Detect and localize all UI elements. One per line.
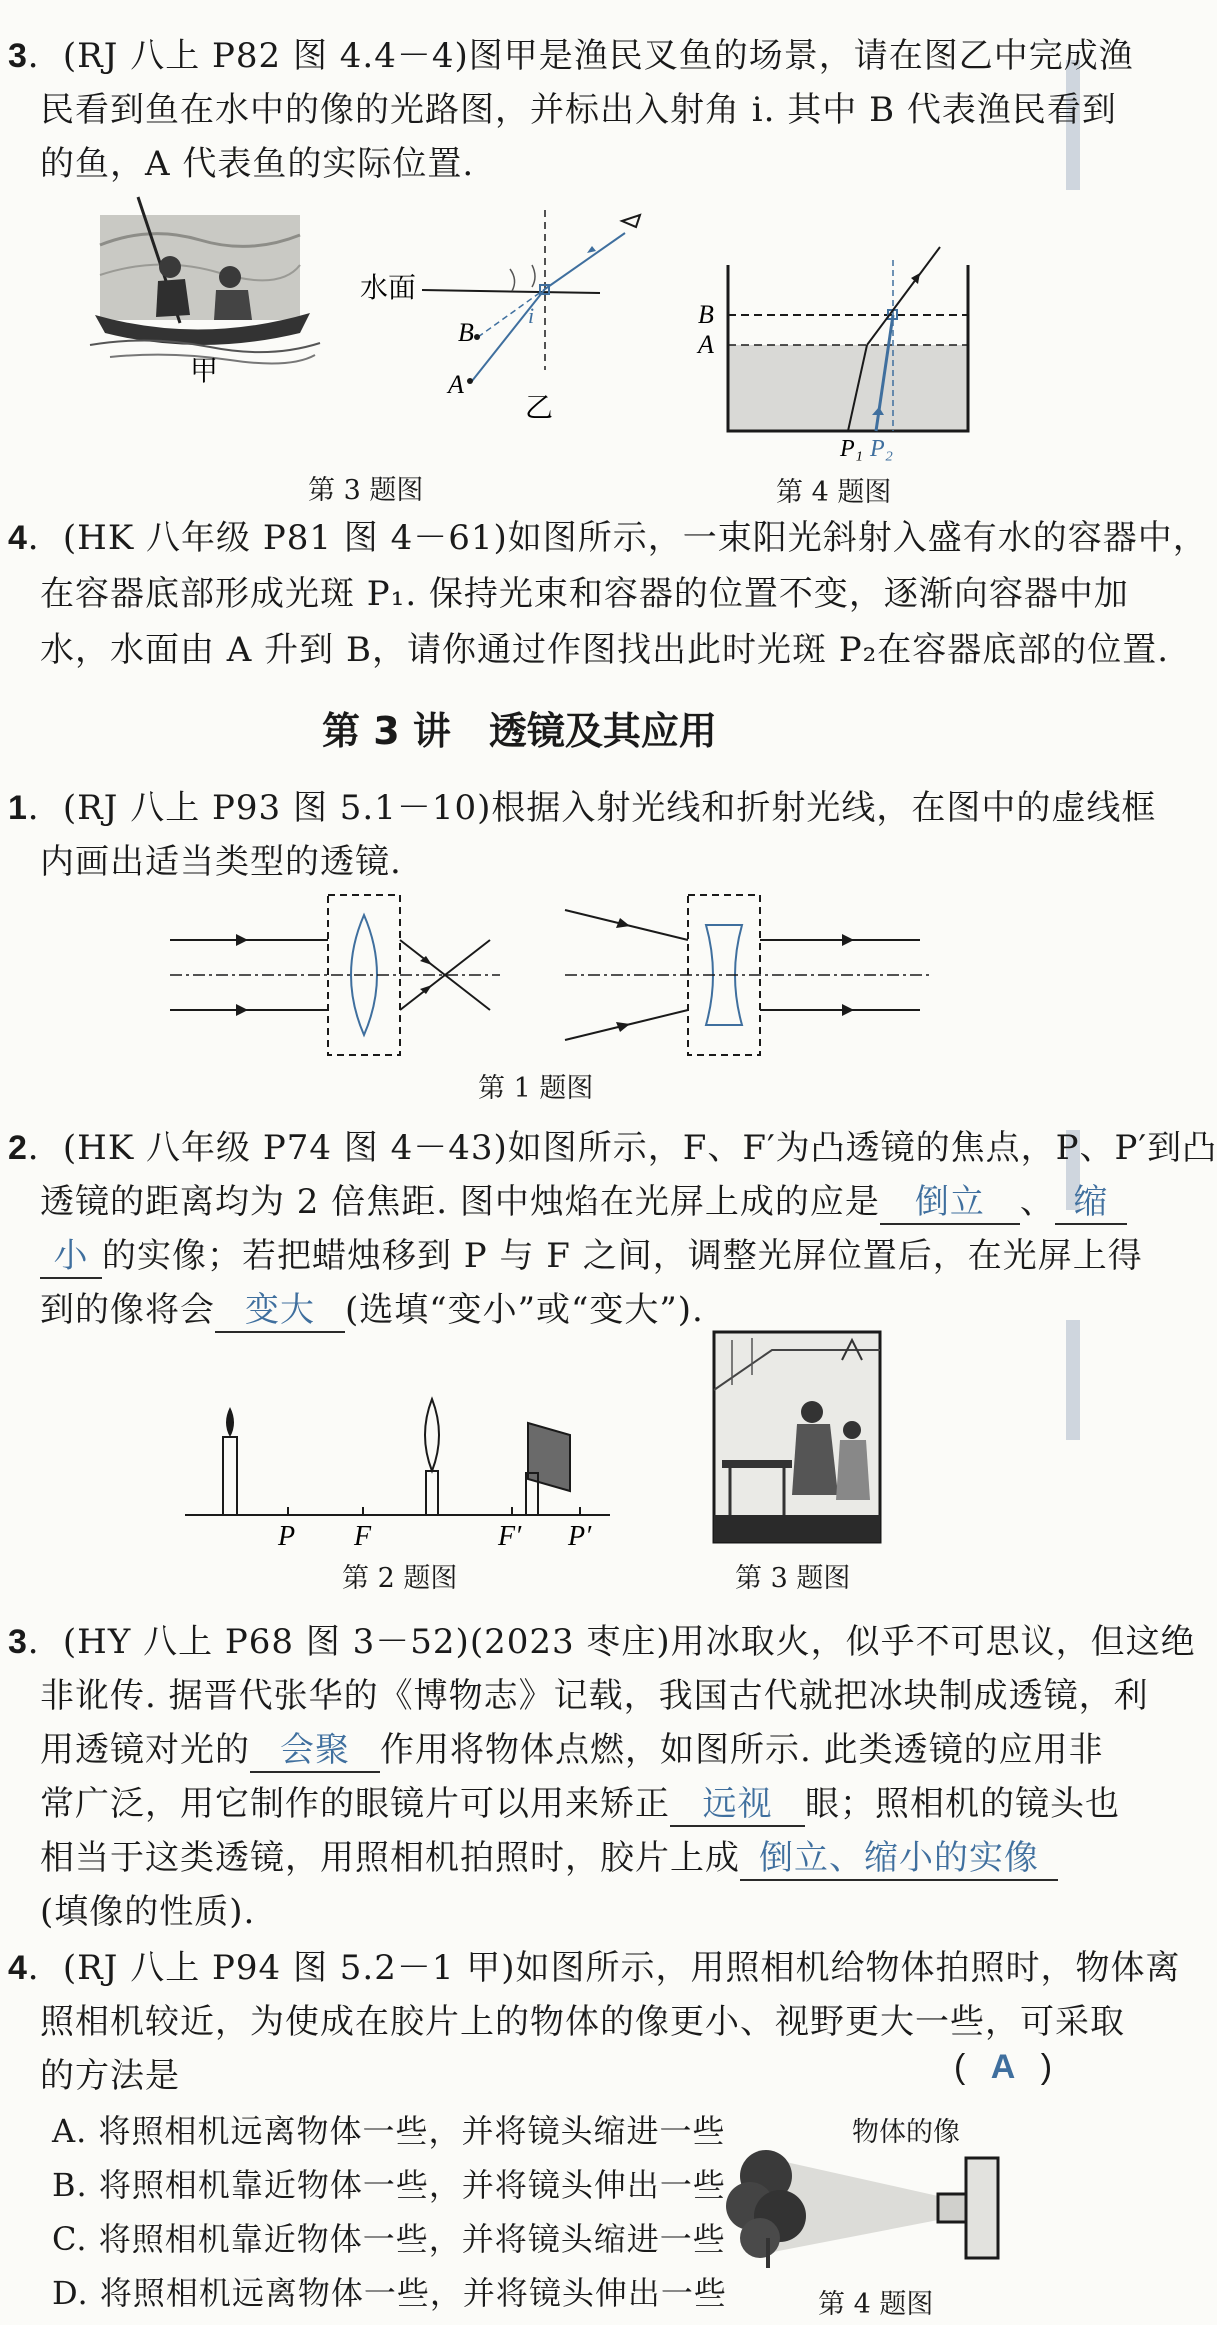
question-text-line: 民看到鱼在水中的像的光路图，并标出入射角 i. 其中 B 代表渔民看到 xyxy=(40,90,1117,130)
question-text-line: 的鱼，A 代表鱼的实际位置. xyxy=(40,144,475,184)
option-c: C. 将照相机靠近物体一些，并将镜头缩进一些 xyxy=(52,2220,726,2258)
figure-caption: 第 4 题图 xyxy=(818,2289,934,2320)
camera-lens xyxy=(938,2194,966,2222)
candle-lens-screen-figure xyxy=(180,1395,630,1570)
ray-arrow xyxy=(587,246,596,253)
punctuation: 、 xyxy=(1019,1182,1055,1222)
question-number: 3 xyxy=(8,1623,28,1661)
question-number: 4 xyxy=(8,519,28,557)
figure-label-jia: 甲 xyxy=(190,356,219,387)
figure-caption: 第 1 题图 xyxy=(478,1073,594,1104)
image-label: 物体的像 xyxy=(852,2117,960,2148)
point-b-label: B xyxy=(458,318,474,347)
figure-caption: 第 4 题图 xyxy=(776,477,892,508)
question-text-line: 的实像；若把蜡烛移到 P 与 F 之间，调整光屏位置后，在光屏上得 xyxy=(102,1236,1143,1276)
light-screen xyxy=(528,1423,570,1491)
question-text-line: 的方法是 xyxy=(40,2056,180,2096)
camera-body xyxy=(966,2158,998,2258)
section-title: 第 3 讲 透镜及其应用 xyxy=(322,709,717,753)
answer-blank: 小 xyxy=(40,1228,102,1279)
point-a-label: A xyxy=(448,370,464,399)
angle-i-label: i xyxy=(528,303,535,328)
question-text-line: (选填“变小”或“变大”). xyxy=(345,1290,704,1330)
water-fill xyxy=(728,345,968,431)
camera-figure xyxy=(728,2128,1028,2278)
question-text-line: 用透镜对光的 xyxy=(40,1730,250,1770)
question-text-line: 到的像将会 xyxy=(40,1290,215,1330)
spot-p1-label: P₁ xyxy=(840,436,864,462)
option-d: D. 将照相机远离物体一些，并将镜头伸出一些 xyxy=(52,2274,727,2312)
question-text-line: 在容器底部形成光斑 P₁. 保持光束和容器的位置不变，逐渐向容器中加 xyxy=(40,574,1129,614)
question-text-line: 水，水面由 A 升到 B，请你通过作图找出此时光斑 P₂在容器底部的位置. xyxy=(40,630,1170,670)
answer-paren-open: ( xyxy=(954,2048,967,2086)
page-edge-tab xyxy=(1066,1320,1080,1440)
candle xyxy=(223,1437,237,1515)
question-text-line: ．(RJ 八上 P93 图 5.1－10)根据入射光线和折射光线，在图中的虚线框 xyxy=(27,788,1157,828)
question-number: 4 xyxy=(8,1949,28,1987)
question-text-line: 眼；照相机的镜头也 xyxy=(805,1784,1120,1824)
incident-ray xyxy=(867,247,940,345)
convex-lens xyxy=(425,1399,439,1471)
ice-lens-illustration xyxy=(712,1330,882,1545)
question-number: 3 xyxy=(8,37,28,75)
water-surface-line xyxy=(422,290,600,293)
axis-label-p: P xyxy=(278,1521,296,1552)
reflected-ray xyxy=(545,233,625,289)
question-text-line: ．(HY 八上 P68 图 3－52)(2023 枣庄)用冰取火，似乎不可思议，但这绝 xyxy=(27,1622,1196,1662)
spot-p2-label: P₂ xyxy=(870,436,894,462)
answer-blank: 远视 xyxy=(670,1776,805,1827)
question-number: 2 xyxy=(8,1129,28,1167)
option-a: A. 将照相机远离物体一些，并将镜头缩进一些 xyxy=(52,2112,726,2150)
eye-icon xyxy=(622,215,640,227)
answer-blank: 缩 xyxy=(1055,1174,1127,1225)
candle-flame xyxy=(226,1407,234,1437)
question-text-line: (填像的性质). xyxy=(40,1892,256,1932)
figure-4-container xyxy=(690,245,980,462)
question-text-line: 照相机较近，为使成在胶片上的物体的像更小、视野更大一些，可采取 xyxy=(40,2002,1125,2042)
level-a-label: A xyxy=(698,330,714,359)
question-text-line: ．(HK 八年级 P81 图 4－61)如图所示，一束阳光斜射入盛有水的容器中， xyxy=(27,518,1208,558)
answer-paren-close: ) xyxy=(1040,2048,1054,2086)
figure-caption: 第 3 题图 xyxy=(308,475,424,506)
option-b: B. 将照相机靠近物体一些，并将镜头伸出一些 xyxy=(52,2166,726,2204)
level-b-label: B xyxy=(698,300,714,329)
water-surface-label: 水面 xyxy=(360,273,417,304)
figure-caption: 第 2 题图 xyxy=(342,1563,458,1594)
answer-choice: A xyxy=(990,2048,1017,2086)
question-text-line: 相当于这类透镜，用照相机拍照时，胶片上成 xyxy=(40,1838,740,1878)
answer-blank: 倒立 xyxy=(880,1174,1020,1225)
axis-label-f-prime: F′ xyxy=(498,1521,522,1552)
question-text-line: ．(RJ 八上 P82 图 4.4－4)图甲是渔民叉鱼的场景，请在图乙中完成渔 xyxy=(27,36,1134,76)
figure-yi-refraction xyxy=(360,185,660,424)
question-text-line: 常广泛，用它制作的眼镜片可以用来矫正 xyxy=(40,1784,670,1824)
axis-label-p-prime: P′ xyxy=(568,1521,592,1552)
question-text-line: 透镜的距离均为 2 倍焦距. 图中烛焰在光屏上成的应是 xyxy=(40,1182,880,1222)
answer-blank: 倒立、缩小的实像 xyxy=(740,1830,1058,1881)
question-text-line: ．(HK 八年级 P74 图 4－43)如图所示，F、F′为凸透镜的焦点，P、P′到凸 xyxy=(27,1128,1217,1168)
question-text-line: ．(RJ 八上 P94 图 5.2－1 甲)如图所示，用照相机给物体拍照时，物体离 xyxy=(27,1948,1181,1988)
figure-label-yi: 乙 xyxy=(525,393,554,424)
question-number: 1 xyxy=(8,789,28,827)
question-text-line: 内画出适当类型的透镜. xyxy=(40,842,402,882)
fisherman-boat-illustration xyxy=(90,195,320,385)
axis-label-f: F xyxy=(354,1521,372,1552)
question-text-line: 非讹传. 据晋代张华的《博物志》记载，我国古代就把冰块制成透镜，利 xyxy=(40,1676,1149,1716)
question-text-line: 作用将物体点燃，如图所示. 此类透镜的应用非 xyxy=(380,1730,1104,1770)
figure-caption: 第 3 题图 xyxy=(735,1563,851,1594)
answer-blank: 变大 xyxy=(215,1282,345,1333)
lens-figure xyxy=(170,890,930,1065)
answer-blank: 会聚 xyxy=(250,1722,380,1773)
